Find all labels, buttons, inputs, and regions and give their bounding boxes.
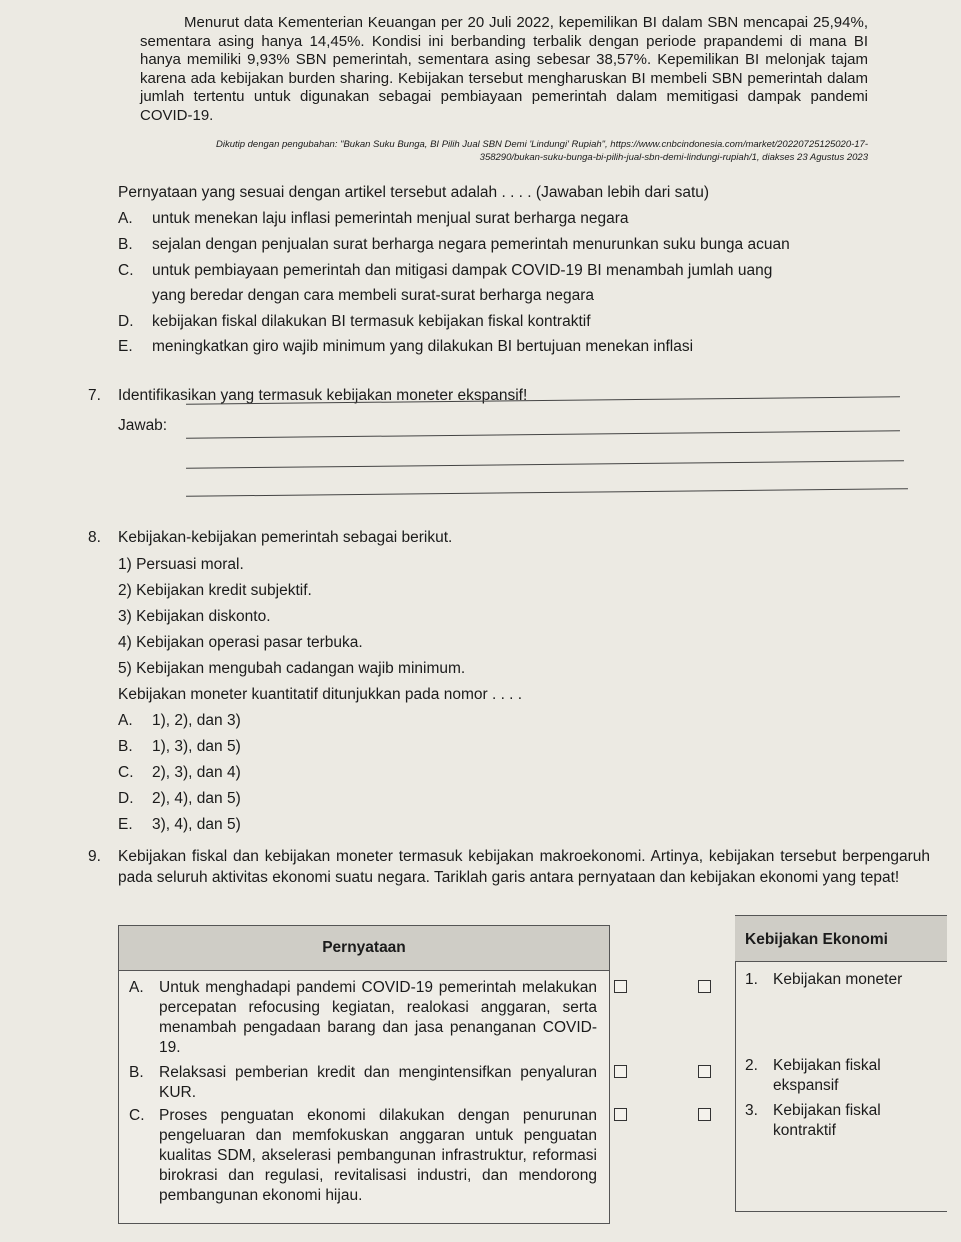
article-text: Menurut data Kementerian Keuangan per 20 Juli 2022, kepemilikan BI dalam SBN mencapai 25,94%, sementara asing hanya 14,45%. Kondisi ini berbanding terbalik dengan periode prapandemi di mana BI hanya memiliki 9,93% SBN pemerintah, sementara asing sebesar 38,57%. Kepemilikan BI melonjak tajam karena ada kebijakan burden sharing. Kebijakan tersebut mengharuskan BI membeli SBN pemerintah dalam jumlah tertentu untuk digunakan sebagai pembiayaan pemerintah dalam memitigasi dampak pandemi COVID-19. [140, 14, 868, 124]
q8-item: 3) Kebijakan diskonto. [118, 608, 271, 625]
option-letter: C. [118, 262, 134, 279]
statement-text: Untuk menghadapi pandemi COVID-19 pemerintah melakukan percepatan refocusing kegiatan, realokasi anggaran, serta menambah pengadaan barang dan jasa penanganan COVID-19. [159, 979, 597, 1056]
policy-table [735, 915, 947, 1212]
statement-letter: C. [129, 1107, 145, 1124]
policy-2-connector[interactable] [698, 1065, 711, 1078]
policy-1-connector[interactable] [698, 980, 711, 993]
q7-answer-label: Jawab: [118, 417, 168, 434]
option-text: untuk pembiayaan pemerintah dan mitigasi dampak COVID-19 BI menambah jumlah uang [152, 262, 773, 279]
q8-question: Kebijakan moneter kuantitatif ditunjukkan pada nomor . . . . [118, 686, 523, 703]
policy-number: 1. [745, 971, 758, 988]
option-text: sejalan dengan penjualan surat berharga negara pemerintah menurunkan suku bunga acuan [152, 236, 790, 253]
article-paragraph [140, 14, 868, 126]
policy-3 [745, 1101, 905, 1141]
policy-text: Kebijakan fiskal ekspansif [773, 1057, 881, 1094]
option-letter: B. [118, 738, 133, 755]
option-letter: D. [118, 313, 134, 330]
question-8 [88, 528, 918, 848]
option-letter: A. [118, 712, 133, 729]
option-text: 1), 3), dan 5) [152, 738, 241, 755]
statement-table-header: Pernyataan [119, 926, 609, 971]
option-letter: A. [118, 210, 133, 227]
q8-number: 8. [88, 529, 101, 546]
option-letter: B. [118, 236, 133, 253]
option-text: yang beredar dengan cara membeli surat-surat berharga negara [152, 287, 595, 304]
q8-item: 5) Kebijakan mengubah cadangan wajib minimum. [118, 660, 466, 677]
q9-number: 9. [88, 848, 101, 865]
option-text: untuk menekan laju inflasi pemerintah menjual surat berharga negara [152, 210, 629, 227]
q9-prompt: Kebijakan fiskal dan kebijakan moneter termasuk kebijakan makroekonomi. Artinya, kebijakan tersebut berpengaruh pada seluruh aktivitas ekonomi suatu negara. Tariklah garis antara pernyataan dan kebijakan ekonomi yang tepat! [118, 848, 930, 886]
policy-text: Kebijakan moneter [773, 971, 903, 988]
article-source: Dikutip dengan pengubahan: "Bukan Suku Bunga, BI Pilih Jual SBN Demi 'Lindungi' Rupiah", https://www.cnbcindonesia.com/market/20220725125020-17-358290/bukan-suku-bunga-bi-pilih-jual-sbn-demi-lindungi-rupiah/1, diakses 23 Agustus 2023 [215, 139, 868, 163]
policy-number: 2. [745, 1057, 758, 1074]
statement-b-connector[interactable] [614, 1065, 627, 1078]
q6-prompt: Pernyataan yang sesuai dengan artikel tersebut adalah . . . . (Jawaban lebih dari satu) [118, 184, 710, 201]
q8-item: 1) Persuasi moral. [118, 556, 244, 573]
statement-table [118, 925, 610, 1224]
q8-item: 2) Kebijakan kredit subjektif. [118, 582, 312, 599]
policy-table-bottom-border [735, 1211, 947, 1212]
q8-item: 4) Kebijakan operasi pasar terbuka. [118, 634, 363, 651]
statement-c [129, 1106, 597, 1206]
option-letter: C. [118, 764, 134, 781]
policy-1 [745, 970, 945, 990]
policy-text: Kebijakan fiskal kontraktif [773, 1102, 881, 1139]
option-letter: E. [118, 338, 133, 355]
statement-text: Relaksasi pemberian kredit dan mengintensifkan penyaluran KUR. [159, 1064, 597, 1101]
option-text: 3), 4), dan 5) [152, 816, 241, 833]
statement-letter: B. [129, 1064, 144, 1081]
statement-text: Proses penguatan ekonomi dilakukan dengan penurunan pengeluaran dan memfokuskan anggaran untuk penguatan kualitas SDM, akselerasi pembangunan infrastruktur, reformasi birokrasi dan regulasi, revitalisasi industri, dan mendorong pembangunan ekonomi hijau. [159, 1107, 597, 1204]
option-letter: E. [118, 816, 133, 833]
option-text: 2), 3), dan 4) [152, 764, 241, 781]
statement-b [129, 1063, 597, 1103]
policy-table-header: Kebijakan Ekonomi [735, 915, 947, 962]
option-text: 2), 4), dan 5) [152, 790, 241, 807]
statement-a [129, 978, 597, 1058]
option-text: meningkatkan giro wajib minimum yang dilakukan BI bertujuan menekan inflasi [152, 338, 694, 355]
statement-letter: A. [129, 979, 144, 996]
q7-prompt: Identifikasikan yang termasuk kebijakan moneter ekspansif! [118, 387, 528, 404]
policy-3-connector[interactable] [698, 1108, 711, 1121]
option-text: kebijakan fiskal dilakukan BI termasuk kebijakan fiskal kontraktif [152, 313, 591, 330]
policy-2 [745, 1056, 905, 1096]
option-letter: D. [118, 790, 134, 807]
q8-prompt: Kebijakan-kebijakan pemerintah sebagai berikut. [118, 529, 453, 546]
policy-number: 3. [745, 1102, 758, 1119]
option-text: 1), 2), dan 3) [152, 712, 241, 729]
statement-c-connector[interactable] [614, 1108, 627, 1121]
statement-a-connector[interactable] [614, 980, 627, 993]
q7-number: 7. [88, 387, 101, 404]
